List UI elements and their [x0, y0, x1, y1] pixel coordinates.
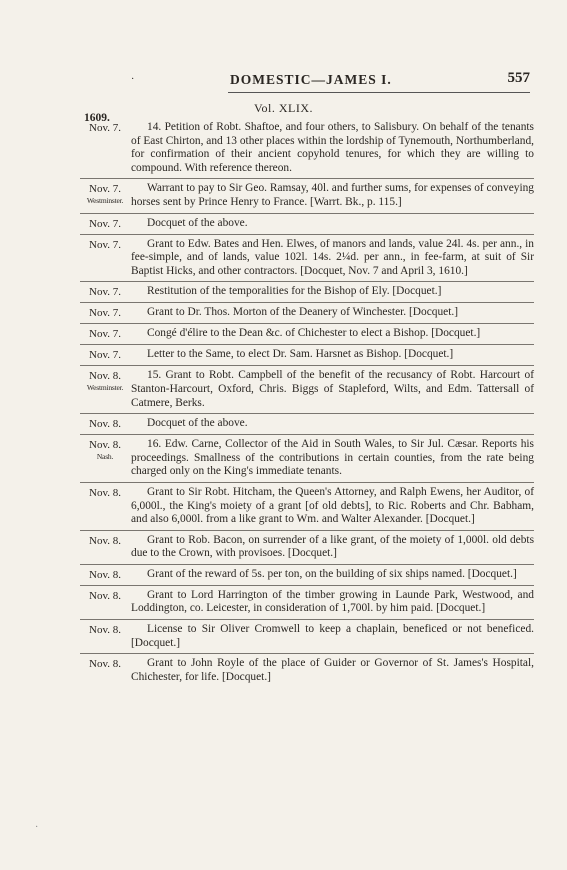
- calendar-entry: [80, 530, 534, 564]
- entry-text: 16. Edw. Carne, Collector of the Aid in South Wales, to Sir Jul. Cæsar. Reports his proceedings. Smallness of the contributions in certain counties, from the rate being charged only on the King's immediate tenants.: [131, 438, 534, 478]
- entry-date: Nov. 8.: [89, 624, 121, 637]
- entry-text: Letter to the Same, to elect Dr. Sam. Harsnet as Bishop. [Docquet.]: [147, 348, 454, 361]
- volume-heading: Vol. XLIX.: [253, 101, 314, 115]
- entry-date-column: [80, 238, 130, 279]
- entry-date: Nov. 7.: [89, 238, 121, 251]
- entry-date: Nov. 7.: [89, 349, 121, 362]
- entry-text: Congé d'élire to the Dean &c. of Chichester to elect a Bishop. [Docquet.]: [147, 327, 481, 340]
- entry-text: License to Sir Oliver Cromwell to keep a chaplain, beneficed or not beneficed. [Docquet.]: [131, 623, 534, 649]
- entry-date: Nov. 7.: [89, 328, 121, 341]
- entry-text: Grant to Lord Harrington of the timber growing in Launde Park, Westwood, and Loddington, co. Leicester, in consideration of 1,700l. by him paid. [Docquet.]: [131, 588, 534, 615]
- entry-date-column: [80, 348, 130, 362]
- calendar-entry: [80, 344, 534, 365]
- entry-date: Nov. 7.: [89, 122, 121, 134]
- entry-text: Grant of the reward of 5s. per ton, on the building of six ships named. [Docquet.]: [147, 567, 517, 580]
- entry-date-column: [80, 327, 130, 341]
- calendar-entry: [80, 302, 534, 323]
- calendar-entry: [80, 178, 534, 212]
- entry-date: Nov. 7.: [89, 183, 121, 196]
- calendar-entry: [80, 653, 534, 687]
- calendar-entry: [80, 585, 534, 619]
- entry-text: Grant to Rob. Bacon, on surrender of a like grant, of the moiety of 1,000l. old debts due to the Crown, with provisoes. [Docquet.]: [131, 533, 534, 560]
- entry-date-column: [80, 486, 130, 527]
- page-header: [230, 72, 530, 92]
- entry-date-column: [80, 438, 130, 479]
- page-number: 557: [507, 70, 530, 86]
- entry-text: 14. Petition of Robt. Shaftoe, and four others, to Salisbury. On behalf of the tenants of East Chirton, and 13 other places within the lordship of Tynemouth, Northumberland, for confirmation of their ancient copyhold tenures, for which they are willing to compound. With reference thereon.: [131, 121, 534, 174]
- calendar-entry: [80, 213, 534, 234]
- running-title: DOMESTIC—JAMES I.: [230, 72, 392, 87]
- entry-date: Nov. 8.: [89, 568, 121, 581]
- entry-date-column: [80, 369, 130, 410]
- entry-text: Grant to Sir Robt. Hitcham, the Queen's Attorney, and Ralph Ewens, her Auditor, of 6,000l., the King's moiety of a grant [of old debts], to Ric. Roberts and Chr. Babham, and also 6,000l. from a like grant to Wm. and Walter Alexander. [Docquet.]: [131, 485, 534, 526]
- page-mark: ·: [35, 822, 39, 833]
- entry-date-column: [80, 657, 130, 684]
- entry-text: Docquet of the above.: [147, 417, 248, 430]
- entry-date: Nov. 7.: [89, 286, 121, 299]
- entry-date-column: [80, 217, 130, 231]
- entry-date: Nov. 7.: [89, 307, 121, 320]
- entry-date-column: [80, 589, 130, 616]
- entry-text: Docquet of the above.: [147, 216, 248, 229]
- entry-text: Grant to John Royle of the place of Guider or Governor of St. James's Hospital, Chichester, for life. [Docquet.]: [131, 657, 534, 683]
- calendar-entry: [80, 121, 534, 178]
- entry-date-column: [80, 182, 130, 209]
- calendar-entry: [80, 413, 534, 434]
- calendar-entry: [80, 619, 534, 653]
- header-rule: [228, 92, 530, 93]
- calendar-entry: [80, 564, 534, 585]
- calendar-entry: [80, 323, 534, 344]
- entry-date: Nov. 7.: [89, 217, 121, 230]
- entry-date: Nov. 8.: [89, 658, 121, 671]
- entry-date: Nov. 8.: [89, 439, 121, 452]
- calendar-entry: [80, 365, 534, 413]
- entry-place: Westminster.: [86, 196, 124, 206]
- entry-date: Nov. 8.: [89, 370, 121, 383]
- calendar-entry: [80, 281, 534, 302]
- entry-date-column: [80, 534, 130, 561]
- entry-date-column: [80, 285, 130, 299]
- entry-date: Nov. 8.: [89, 418, 121, 431]
- entry-text: Warrant to pay to Sir Geo. Ramsay, 40l. and further sums, for expenses of conveying horses sent by Prince Henry to France. [Warrt. Bk., p. 115.]: [131, 182, 534, 208]
- year-label: 1609.: [84, 112, 110, 124]
- entry-place: Nash.: [96, 452, 114, 462]
- calendar-entries: [80, 121, 534, 687]
- margin-dot: ·: [131, 74, 135, 85]
- entry-text: Restitution of the temporalities for the Bishop of Ely. [Docquet.]: [147, 285, 442, 298]
- entry-date: Nov. 8.: [89, 534, 121, 547]
- entry-date-column: [80, 568, 130, 582]
- entry-place: Westminster.: [86, 383, 124, 393]
- entry-date-column: [80, 623, 130, 650]
- entry-text: Grant to Edw. Bates and Hen. Elwes, of manors and lands, value 24l. 4s. per ann., in fee-simple, and of lands, value 102l. 14s. 2¼d. per ann., in fee-farm, at suit of Sir Baptist Hicks, and other contractors. [Docquet, Nov. 7 and April 3, 1610.]: [131, 237, 534, 277]
- entry-date: Nov. 8.: [89, 589, 121, 602]
- entry-date-column: [80, 417, 130, 431]
- calendar-entry: [80, 482, 534, 530]
- entry-date-column: [80, 306, 130, 320]
- entry-date-column: [80, 121, 130, 175]
- calendar-entry: [80, 234, 534, 282]
- entry-text: 15. Grant to Robt. Campbell of the benefit of the recusancy of Robt. Harcourt of Stanton-Harcourt, Oxford, Chris. Biggs of Stapleford, Wilts, and Edm. Tattersall of Catmere, Berks.: [131, 369, 534, 409]
- entry-text: Grant to Dr. Thos. Morton of the Deanery of Winchester. [Docquet.]: [147, 306, 459, 319]
- entry-date: Nov. 8.: [89, 486, 121, 499]
- calendar-entry: [80, 434, 534, 482]
